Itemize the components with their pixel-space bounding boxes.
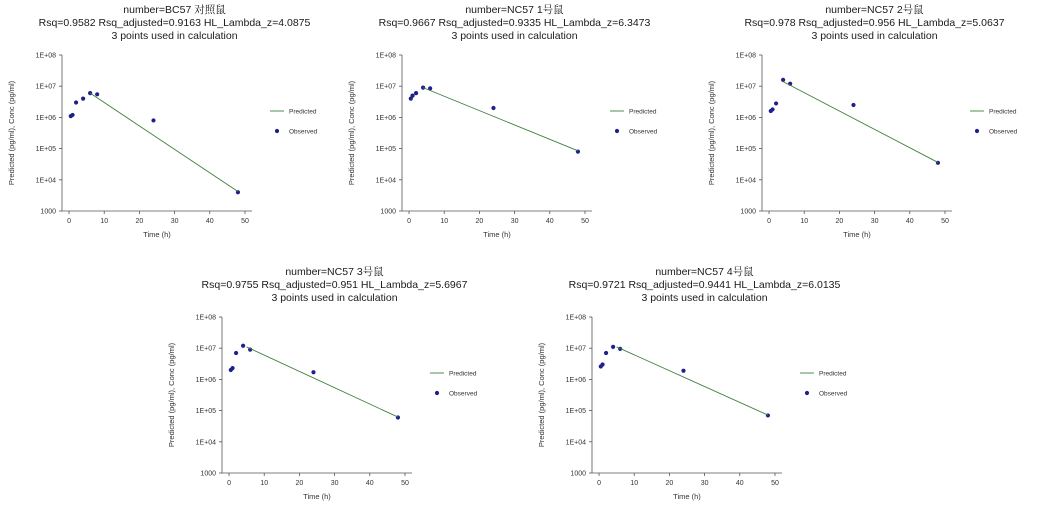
panel-title-line-1: number=NC57 1号鼠: [465, 4, 564, 16]
svg-text:10: 10: [100, 218, 109, 225]
panel-title: [0, 0, 349, 43]
panel-title-line-2: Rsq=0.9755 Rsq_adjusted=0.951 HL_Lambda_z=5.6967: [201, 279, 468, 291]
svg-text:20: 20: [135, 218, 144, 225]
svg-text:1E+05: 1E+05: [195, 408, 216, 416]
svg-text:Predicted (pg/ml), Conc (pg/ml: Predicted (pg/ml), Conc (pg/ml): [7, 80, 16, 186]
svg-text:1E+06: 1E+06: [195, 376, 216, 384]
svg-text:Time (h): Time (h): [303, 492, 331, 501]
panel-title-line-2: Rsq=0.978 Rsq_adjusted=0.956 HL_Lambda_z=5.0637: [744, 17, 1005, 29]
plot-svg: [160, 305, 509, 513]
svg-text:0: 0: [227, 480, 231, 487]
svg-text:Predicted: Predicted: [629, 108, 657, 116]
svg-text:Observed: Observed: [629, 128, 658, 136]
panel-title-line-3: 3 points used in calculation: [451, 30, 578, 42]
svg-text:1E+04: 1E+04: [735, 177, 756, 185]
svg-text:20: 20: [665, 480, 674, 487]
svg-text:1E+04: 1E+04: [35, 177, 56, 185]
plot-area: [530, 305, 879, 513]
svg-text:Observed: Observed: [819, 390, 848, 398]
svg-text:10: 10: [800, 218, 809, 225]
svg-text:Predicted: Predicted: [289, 108, 317, 116]
plot-area: [340, 43, 689, 251]
svg-text:Time (h): Time (h): [143, 230, 171, 239]
svg-text:20: 20: [295, 480, 304, 487]
svg-text:Predicted: Predicted: [449, 370, 477, 378]
plot-svg: [340, 43, 689, 251]
svg-text:1E+04: 1E+04: [375, 177, 396, 185]
svg-text:0: 0: [67, 218, 71, 225]
plot-svg: [530, 305, 879, 513]
svg-text:1000: 1000: [40, 208, 56, 216]
svg-text:1E+06: 1E+06: [565, 376, 586, 384]
svg-text:1E+05: 1E+05: [735, 146, 756, 154]
chart-panel-nc57-1: [340, 0, 689, 258]
svg-text:1E+06: 1E+06: [375, 114, 396, 122]
svg-text:1000: 1000: [200, 470, 216, 478]
svg-text:1E+07: 1E+07: [195, 345, 216, 353]
svg-text:50: 50: [941, 218, 949, 225]
chart-panel-nc57-2: [700, 0, 1049, 258]
svg-text:Observed: Observed: [449, 390, 478, 398]
svg-text:1E+06: 1E+06: [735, 114, 756, 122]
svg-text:0: 0: [407, 218, 411, 225]
panel-title-line-1: number=NC57 4号鼠: [655, 266, 754, 278]
svg-text:50: 50: [771, 480, 779, 487]
panel-title-line-2: Rsq=0.9582 Rsq_adjusted=0.9163 HL_Lambda_z=4.0875: [38, 17, 311, 29]
plot-area: [700, 43, 1049, 251]
svg-text:1E+08: 1E+08: [375, 52, 396, 60]
svg-text:1E+08: 1E+08: [35, 52, 56, 60]
panel-title-line-1: number=BC57 对照鼠: [123, 4, 226, 16]
svg-text:10: 10: [260, 480, 269, 487]
svg-text:Observed: Observed: [989, 128, 1018, 136]
svg-text:1000: 1000: [740, 208, 756, 216]
svg-text:50: 50: [241, 218, 249, 225]
chart-panel-nc57-3: [160, 262, 509, 520]
svg-text:0: 0: [767, 218, 771, 225]
svg-text:1000: 1000: [380, 208, 396, 216]
svg-text:1E+05: 1E+05: [35, 146, 56, 154]
svg-text:1E+04: 1E+04: [195, 439, 216, 447]
panel-title: [340, 0, 689, 43]
svg-text:1E+06: 1E+06: [35, 114, 56, 122]
svg-text:1E+08: 1E+08: [735, 52, 756, 60]
svg-text:40: 40: [365, 480, 374, 487]
svg-text:10: 10: [630, 480, 639, 487]
svg-text:50: 50: [401, 480, 409, 487]
svg-text:20: 20: [475, 218, 484, 225]
panel-title-line-1: number=NC57 3号鼠: [285, 266, 384, 278]
svg-text:Predicted (pg/ml), Conc (pg/ml: Predicted (pg/ml), Conc (pg/ml): [707, 80, 716, 186]
svg-text:50: 50: [581, 218, 589, 225]
panel-title-line-3: 3 points used in calculation: [111, 30, 238, 42]
panel-title-line-2: Rsq=0.9667 Rsq_adjusted=0.9335 HL_Lambda_z=6.3473: [378, 17, 651, 29]
svg-text:20: 20: [835, 218, 844, 225]
svg-text:Predicted (pg/ml), Conc (pg/ml: Predicted (pg/ml), Conc (pg/ml): [167, 342, 176, 448]
svg-text:1E+07: 1E+07: [375, 83, 396, 91]
svg-text:1E+05: 1E+05: [565, 408, 586, 416]
svg-text:Predicted: Predicted: [989, 108, 1017, 116]
panel-title-line-3: 3 points used in calculation: [811, 30, 938, 42]
plot-area: [160, 305, 509, 513]
svg-text:1E+04: 1E+04: [565, 439, 586, 447]
svg-text:40: 40: [205, 218, 214, 225]
svg-text:Time (h): Time (h): [483, 230, 511, 239]
panel-title: [160, 262, 509, 305]
svg-text:1000: 1000: [570, 470, 586, 478]
panel-title-line-3: 3 points used in calculation: [641, 292, 768, 304]
panel-title-line-1: number=NC57 2号鼠: [825, 4, 924, 16]
svg-text:30: 30: [700, 480, 709, 487]
svg-text:30: 30: [870, 218, 879, 225]
chart-panel-nc57-4: [530, 262, 879, 520]
svg-text:1E+07: 1E+07: [35, 83, 56, 91]
svg-text:40: 40: [735, 480, 744, 487]
chart-panel-bc57-control: [0, 0, 349, 258]
plot-svg: [0, 43, 349, 251]
panel-title: [530, 262, 879, 305]
svg-text:1E+07: 1E+07: [565, 345, 586, 353]
svg-text:Observed: Observed: [289, 128, 318, 136]
svg-text:1E+08: 1E+08: [195, 314, 216, 322]
svg-text:1E+08: 1E+08: [565, 314, 586, 322]
svg-text:40: 40: [905, 218, 914, 225]
svg-text:1E+05: 1E+05: [375, 146, 396, 154]
svg-text:30: 30: [170, 218, 179, 225]
svg-text:0: 0: [597, 480, 601, 487]
svg-text:30: 30: [510, 218, 519, 225]
plot-svg: [700, 43, 1049, 251]
panel-title-line-2: Rsq=0.9721 Rsq_adjusted=0.9441 HL_Lambda_z=6.0135: [568, 279, 841, 291]
svg-text:Predicted: Predicted: [819, 370, 847, 378]
plot-area: [0, 43, 349, 251]
svg-text:30: 30: [330, 480, 339, 487]
svg-text:Predicted (pg/ml), Conc (pg/ml: Predicted (pg/ml), Conc (pg/ml): [347, 80, 356, 186]
panel-title-line-3: 3 points used in calculation: [271, 292, 398, 304]
svg-text:1E+07: 1E+07: [735, 83, 756, 91]
svg-text:Time (h): Time (h): [843, 230, 871, 239]
svg-text:40: 40: [545, 218, 554, 225]
panel-title: [700, 0, 1049, 43]
svg-text:Predicted (pg/ml), Conc (pg/ml: Predicted (pg/ml), Conc (pg/ml): [537, 342, 546, 448]
svg-text:Time (h): Time (h): [673, 492, 701, 501]
svg-text:10: 10: [440, 218, 449, 225]
